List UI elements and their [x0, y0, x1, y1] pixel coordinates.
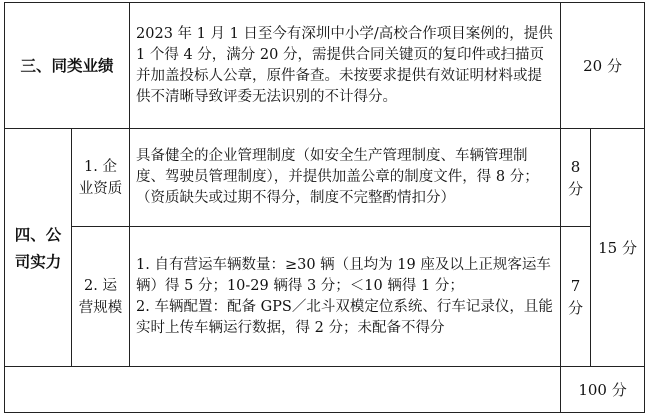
scoring-table — [4, 2, 645, 413]
operation-description-item-2: 2. 车辆配置：配备 GPS／北斗双模定位系统、行车记录仪，且能实时上传车辆运行数据，得 2 分；未配备不得分 — [136, 298, 553, 336]
subcategory-operation: 2. 运营规模 — [72, 227, 130, 367]
table-row-total — [5, 367, 645, 413]
strength-total-score: 15 分 — [591, 129, 645, 367]
operation-description-item-1: 1. 自有营运车辆数量：≥30 辆（且均为 19 座及以上正规客运车辆）得 5 分；10-29 辆得 3 分；＜10 辆得 1 分； — [136, 256, 551, 294]
qualification-description: 具备健全的企业管理制度（如安全生产管理制度、车辆管理制度、驾驶员管理制度），并提供加盖公章的制度文件，得 8 分；（资质缺失或过期不得分，制度不完整酌情扣分） — [130, 129, 561, 227]
table-row-operation — [5, 227, 645, 367]
category-strength: 四、公司实力 — [5, 129, 72, 367]
table-row-qualification — [5, 129, 645, 227]
performance-score: 20 分 — [561, 3, 645, 129]
total-score: 100 分 — [561, 367, 645, 413]
category-performance: 三、同类业绩 — [5, 3, 130, 129]
qualification-score: 8 分 — [561, 129, 591, 227]
operation-description — [130, 227, 561, 367]
performance-description: 2023 年 1 月 1 日至今有深圳中小学/高校合作项目案例的，提供 1 个得 4 分，满分 20 分，需提供合同关键页的复印件或扫描页并加盖投标人公章，原件备查。未按要求提供有效证明材料或提供不清晰导致评委无法识别的不计得分。 — [130, 3, 561, 129]
subcategory-qualification: 1. 企业资质 — [72, 129, 130, 227]
table-row-performance — [5, 3, 645, 129]
total-label-cell — [5, 367, 561, 413]
operation-score: 7 分 — [561, 227, 591, 367]
